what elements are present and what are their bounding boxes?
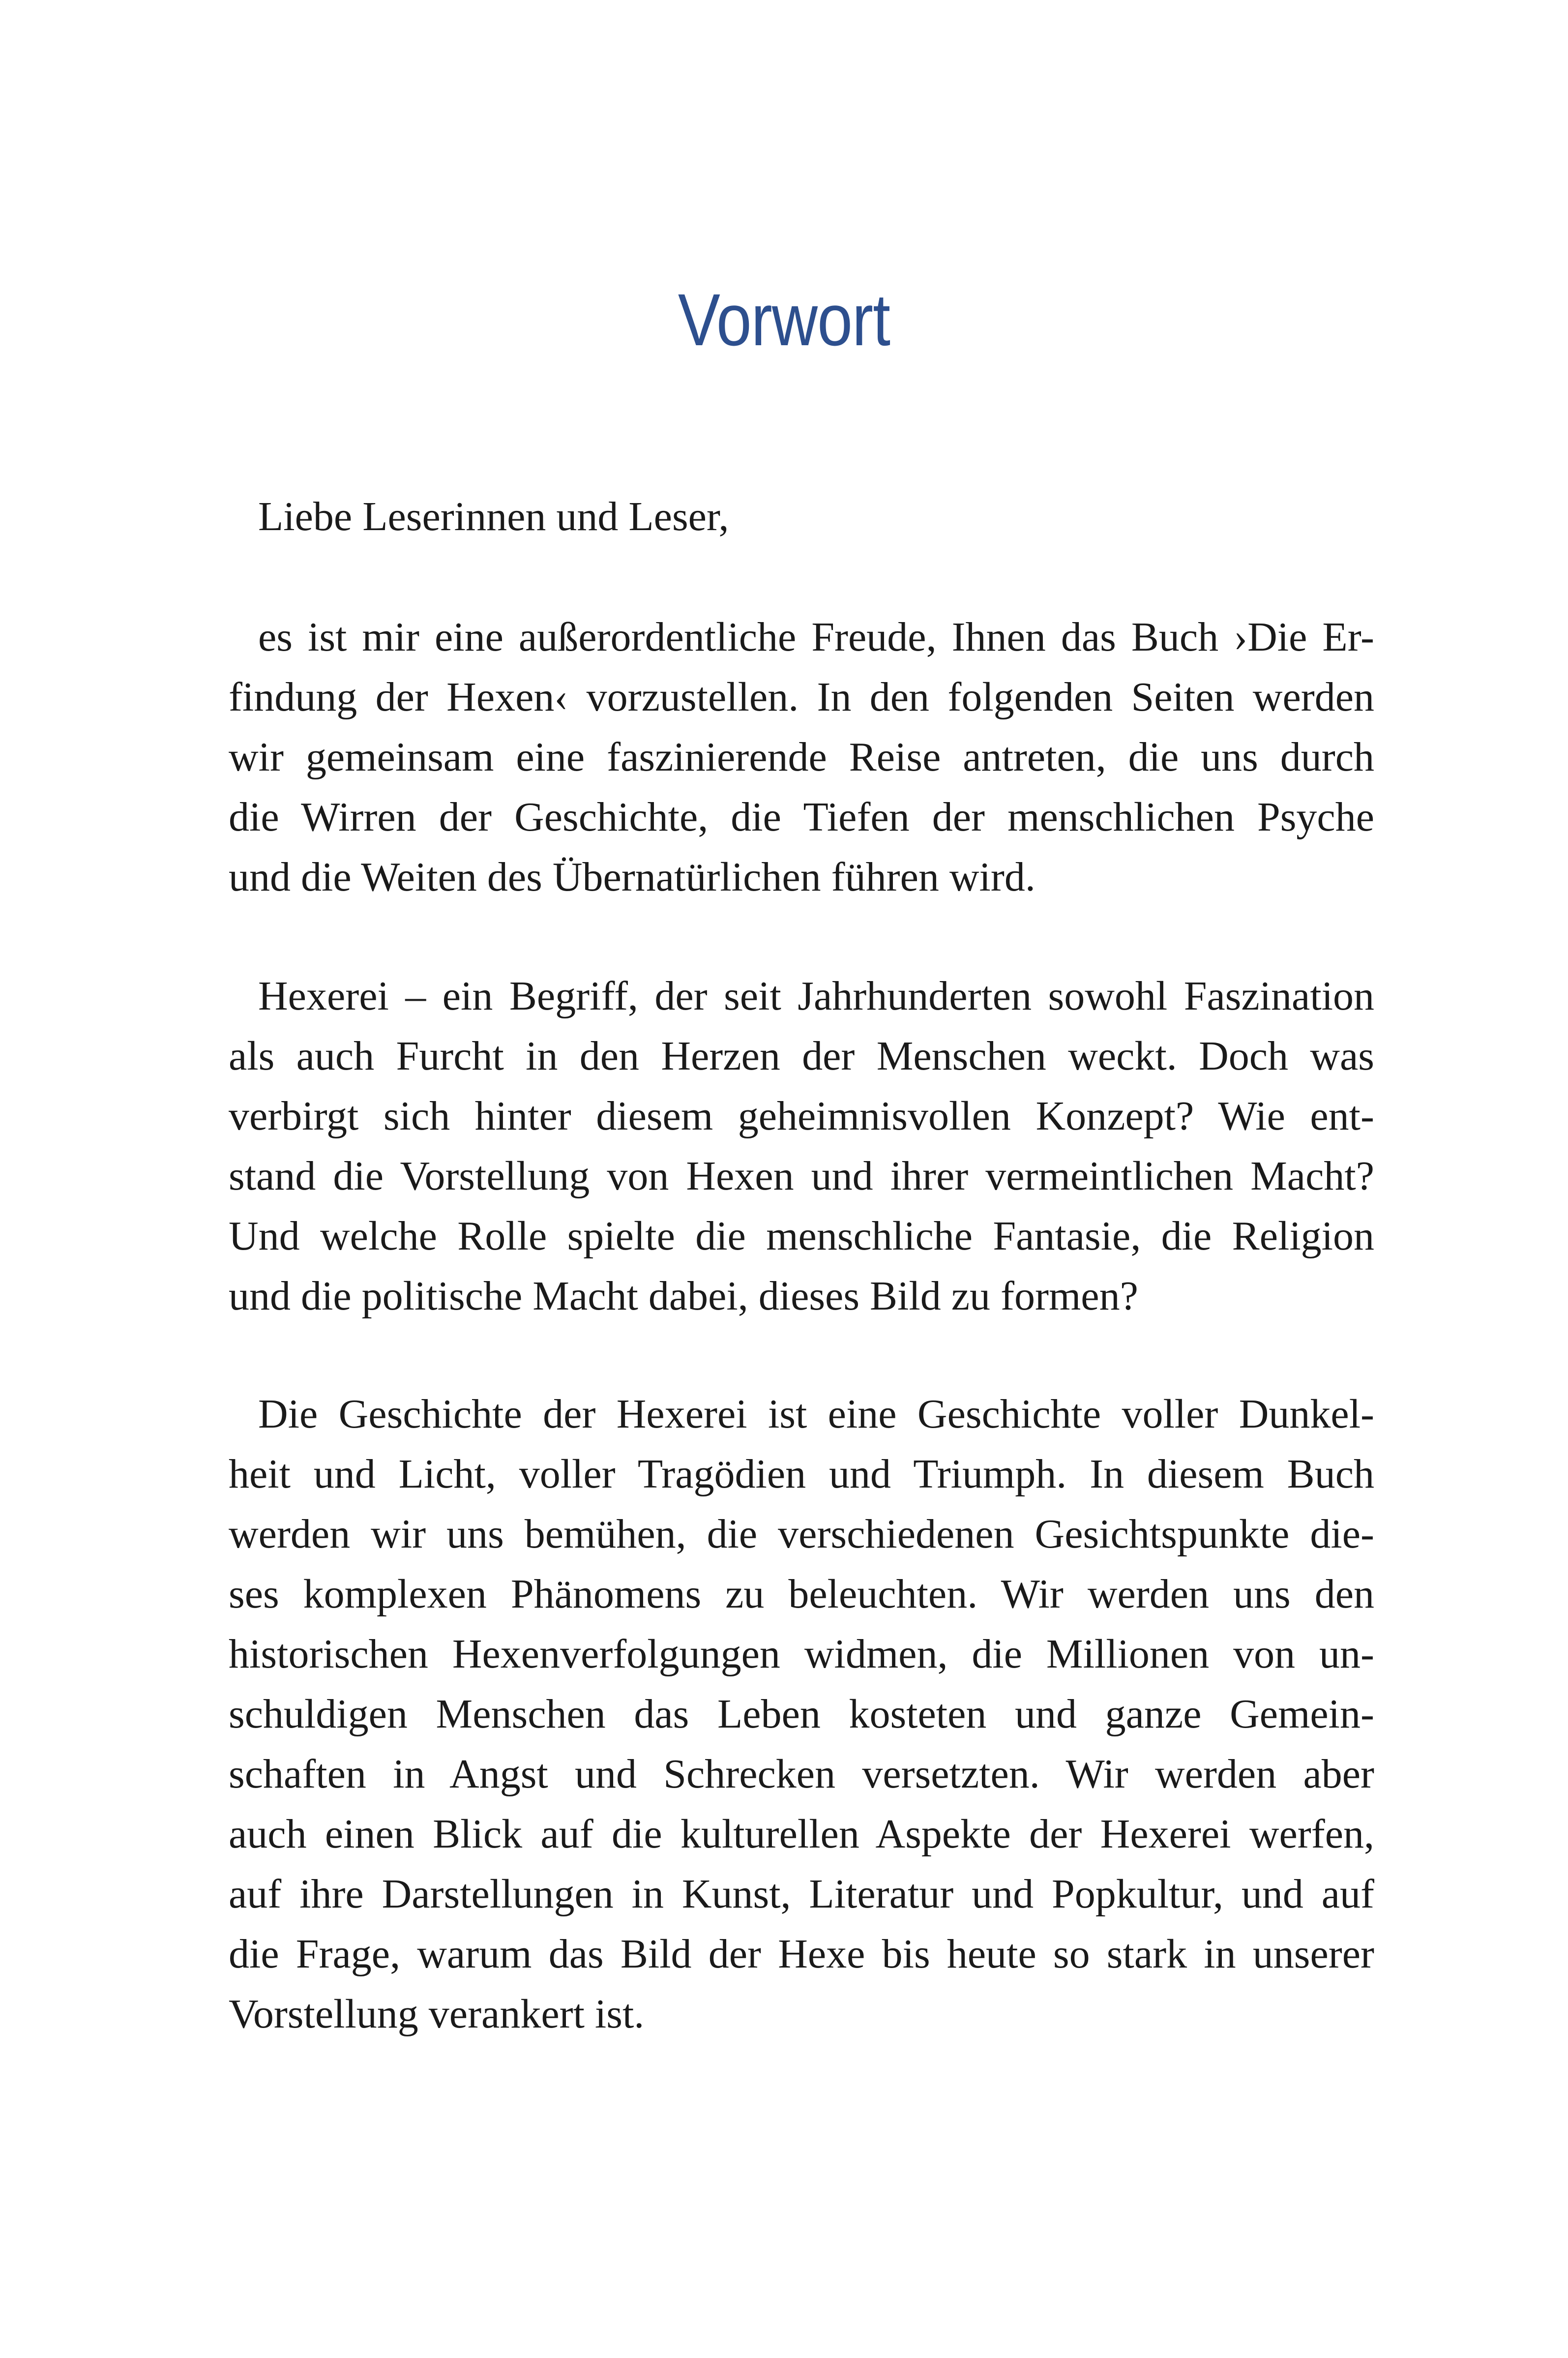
chapter-title: Vorwort (678, 278, 890, 361)
text-line: schaften in Angst und Schrecken versetzten. Wir werden aber (229, 1751, 1374, 1797)
text-line: Die Geschichte der Hexerei ist eine Geschichte voller Dunkel- (258, 1391, 1374, 1437)
text-line: werden wir uns bemühen, die verschiedenen Gesichtspunkte die- (229, 1511, 1374, 1557)
text-line: verbirgt sich hinter diesem geheimnisvollen Konzept? Wie ent- (229, 1093, 1374, 1139)
text-line: historischen Hexenverfolgungen widmen, die Millionen von un- (229, 1631, 1374, 1677)
text-line: auf ihre Darstellungen in Kunst, Literatur und Popkultur, und auf (229, 1871, 1374, 1917)
paragraph-3 (229, 1384, 1374, 2044)
paragraph-1 (229, 607, 1374, 907)
text-line: wir gemeinsam eine faszinierende Reise antreten, die uns durch (229, 734, 1374, 780)
text-line: Hexerei – ein Begriff, der seit Jahrhunderten sowohl Faszination (258, 973, 1374, 1019)
text-line: auch einen Blick auf die kulturellen Aspekte der Hexerei werfen, (229, 1811, 1374, 1857)
text-line: stand die Vorstellung von Hexen und ihrer vermeintlichen Macht? (229, 1153, 1374, 1199)
text-line: und die politische Macht dabei, dieses Bild zu formen? (229, 1273, 1138, 1319)
text-line: Vorstellung verankert ist. (229, 1991, 645, 2037)
text-line: ses komplexen Phänomens zu beleuchten. Wir werden uns den (229, 1571, 1374, 1617)
text-line: schuldigen Menschen das Leben kosteten und ganze Gemein- (229, 1691, 1374, 1737)
text-line: und die Weiten des Übernatürlichen führen wird. (229, 854, 1035, 900)
text-line: als auch Furcht in den Herzen der Menschen weckt. Doch was (229, 1033, 1374, 1079)
text-line: es ist mir eine außerordentliche Freude, Ihnen das Buch ›Die Er- (258, 614, 1374, 660)
text-line: Und welche Rolle spielte die menschliche Fantasie, die Religion (229, 1213, 1374, 1259)
text-line: die Wirren der Geschichte, die Tiefen der menschlichen Psyche (229, 794, 1374, 840)
salutation-line: Liebe Leserinnen und Leser, (258, 494, 729, 539)
text-line: heit und Licht, voller Tragödien und Triumph. In diesem Buch (229, 1451, 1374, 1497)
salutation (229, 487, 1374, 547)
text-line: die Frage, warum das Bild der Hexe bis heute so stark in unserer (229, 1931, 1374, 1977)
paragraph-2 (229, 966, 1374, 1326)
text-line: findung der Hexen‹ vorzustellen. In den folgenden Seiten werden (229, 674, 1374, 720)
